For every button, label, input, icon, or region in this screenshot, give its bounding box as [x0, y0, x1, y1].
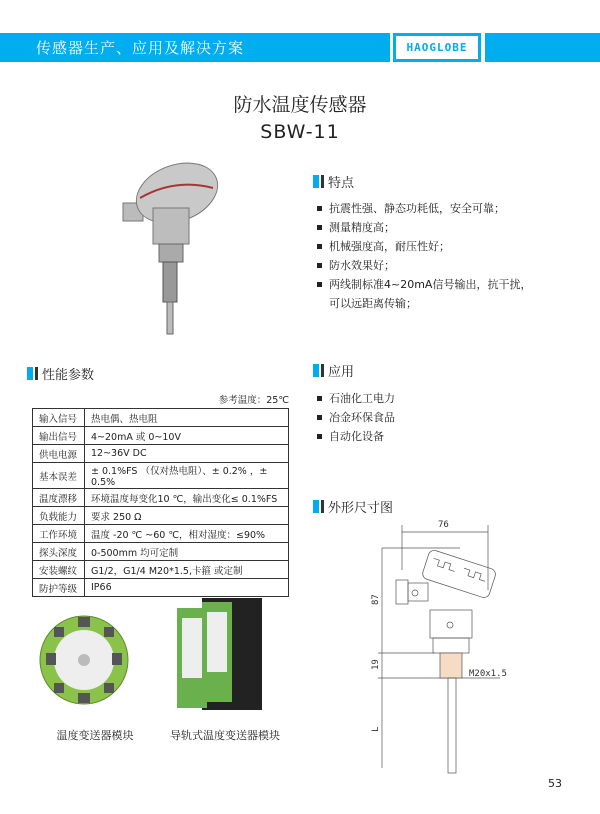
brand-logo: [393, 33, 481, 62]
logo-text: HAOGLOBE: [396, 36, 478, 59]
spec-label: 探头深度: [33, 543, 85, 561]
spec-label: 防护等级: [33, 579, 85, 597]
features-heading: 特点: [313, 172, 354, 191]
spec-label: 供电电源: [33, 445, 85, 463]
dim-width: 76: [438, 520, 449, 530]
feature-item: 防水效果好；: [316, 256, 531, 275]
application-item: 冶金环保食品: [316, 408, 395, 427]
spec-row: [33, 445, 289, 463]
spec-value: 环境温度每变化10 ℃，输出变化≤ 0.1%FS: [85, 489, 289, 507]
dimension-drawing: [360, 510, 520, 780]
spec-value: 4~20mA 或 0~10V: [85, 427, 289, 445]
spec-row: [33, 561, 289, 579]
spec-value: IP66: [85, 579, 289, 597]
spec-label: 温度漂移: [33, 489, 85, 507]
rail-module-caption: 导轨式温度变送器模块: [170, 729, 280, 742]
spec-row: [33, 463, 289, 489]
spec-row: [33, 525, 289, 543]
spec-value: ± 0.1%FS （仅对热电阻）、± 0.2% ，± 0.5%: [85, 463, 289, 489]
dim-thread: M20x1.5: [469, 669, 507, 679]
spec-label: 输出信号: [33, 427, 85, 445]
spec-row: [33, 489, 289, 507]
dimensions-heading: 外形尺寸图: [313, 497, 393, 516]
dim-probe-length: L: [371, 726, 381, 732]
page-number: 53: [548, 777, 562, 790]
feature-item: 可以远距离传输；: [329, 297, 417, 310]
applications-heading: 应用: [313, 361, 354, 380]
spec-row: [33, 543, 289, 561]
spec-row: [33, 507, 289, 525]
spec-label: 负载能力: [33, 507, 85, 525]
spec-value: G1/2，G1/4 M20*1.5,卡箍 或定制: [85, 561, 289, 579]
applications-list: [316, 389, 395, 446]
feature-item: 两线制标准4~20mA信号输出，抗干扰，: [316, 275, 531, 294]
spec-label: 安装螺纹: [33, 561, 85, 579]
spec-value: 要求 250 Ω: [85, 507, 289, 525]
features-list: [316, 199, 531, 313]
temperature-module-caption: 温度变送器模块: [56, 729, 134, 742]
spec-value: 0-500mm 均可定制: [85, 543, 289, 561]
dim-height: 87: [371, 594, 381, 605]
specs-table: [32, 408, 289, 597]
spec-value: 12~36V DC: [85, 445, 289, 463]
reference-temperature: 参考温度：25℃: [218, 395, 289, 406]
spec-label: 输入信号: [33, 409, 85, 427]
feature-item: 测量精度高；: [316, 218, 531, 237]
specs-heading: 性能参数: [27, 364, 94, 383]
spec-value: 热电偶、热电阻: [85, 409, 289, 427]
spec-label: 基本误差: [33, 463, 85, 489]
product-photo: [115, 158, 225, 338]
header-bar-right: [485, 33, 600, 62]
header-title: 传感器生产、应用及解决方案: [36, 39, 245, 57]
application-item: 石油化工电力: [316, 389, 395, 408]
feature-item: 抗震性强、静态功耗低，安全可靠；: [316, 199, 531, 218]
product-model: SBW-11: [260, 121, 340, 143]
spec-row: [33, 409, 289, 427]
dim-thread-length: 19: [371, 659, 381, 670]
feature-item: 机械强度高，耐压性好；: [316, 237, 531, 256]
spec-row: [33, 427, 289, 445]
rail-module-photo: [172, 588, 267, 716]
spec-label: 工作环境: [33, 525, 85, 543]
product-name: 防水温度传感器: [233, 94, 367, 116]
spec-value: 温度 -20 ℃ ~60 ℃，相对湿度：≤90%: [85, 525, 289, 543]
application-item: 自动化设备: [316, 427, 395, 446]
temperature-module-photo: [38, 605, 130, 715]
